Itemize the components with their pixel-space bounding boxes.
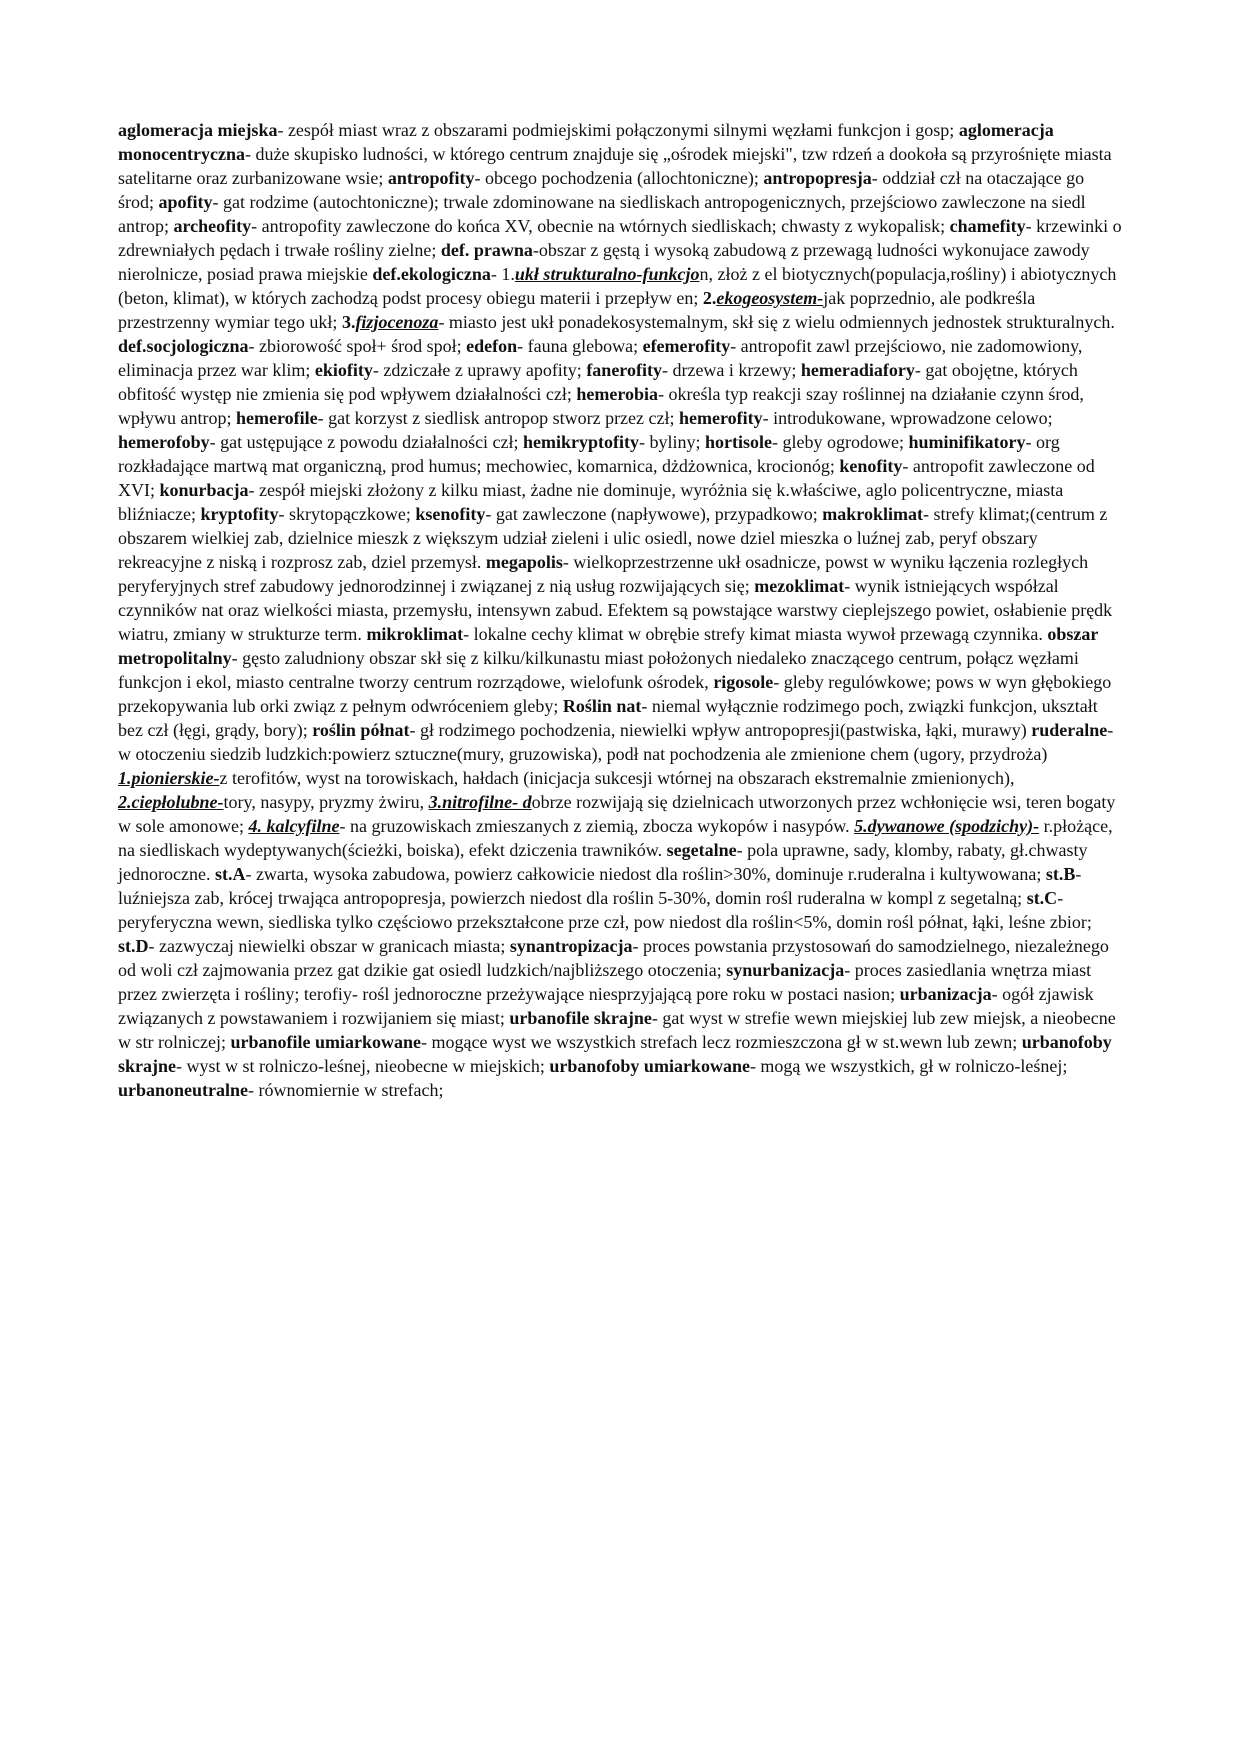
glossary-term: ksenofity: [415, 504, 486, 524]
definition-text: - zazwyczaj niewielki obszar w granicach miasta;: [148, 936, 510, 956]
glossary-term: hortisole: [705, 432, 773, 452]
definition-text: - miasto jest ukł ponadekosystemalnym, skł się z wielu odmiennych jednostek strukturalnych.: [438, 312, 1115, 332]
definition-text: - gat zawleczone (napływowe), przypadkowo;: [485, 504, 823, 524]
definition-text: r.płożące, na siedliskach wydeptywanych(ścieżki, boiska), efekt dziczenia trawników.: [118, 816, 1113, 860]
definition-text: - gat wyst w strefie wewn miejskiej lub zew miejsk, a nieobecne w str rolniczej;: [118, 1008, 1116, 1052]
definition-text: - gat korzyst z siedlisk antropop stworz przez czł;: [317, 408, 680, 428]
subtype-label: ekogeosystem-: [716, 288, 824, 308]
definition-text: - zespół miast wraz z obszarami podmiejskimi połączonymi silnymi węzłami funkcjon i gosp;: [277, 120, 959, 140]
definition-text: - strefy klimat;(centrum z obszarem wielkiej zab, dzielnice mieszk z większym udział zieleni i ulic osiedl, nowe dziel mieszka o luźnej zab, peryf obszary rekreacyjne z niską i rozprosz zab, dziel przemysł.: [118, 504, 1108, 572]
glossary-term: ekiofity: [314, 360, 373, 380]
glossary-term: ruderalne: [1031, 720, 1108, 740]
glossary-term: urbanofile skrajne: [509, 1008, 652, 1028]
subtype-label: 4. kalcyfilne: [248, 816, 340, 836]
glossary-term: chamefity: [949, 216, 1026, 236]
glossary-term: urbanizacja: [899, 984, 992, 1004]
definition-text: - zwarta, wysoka zabudowa, powierz całkowicie niedost dla roślin>30%, dominuje r.ruderalna i kultywowana;: [245, 864, 1046, 884]
definition-text: - antropofity zawleczone do końca XV, obecnie na wtórnych siedliskach; chwasty z wykopalisk;: [251, 216, 950, 236]
definition-text: z terofitów, wyst na torowiskach, hałdach (inicjacja sukcesji wtórnej na obszarach ekstremalnie zmienionych),: [219, 768, 1015, 788]
definition-text: - na gruzowiskach zmieszanych z ziemią, zbocza wykopów i nasypów.: [339, 816, 855, 836]
glossary-term: roślin półnat: [312, 720, 410, 740]
definition-text: - gleby regulówkowe; pows w wyn głębokiego przekopywania lub orki związ z pełnym odwróceniem gleby;: [118, 672, 1112, 716]
glossary-term: archeofity: [173, 216, 252, 236]
document-page: [118, 118, 1124, 1102]
glossary-term: edefon: [466, 336, 518, 356]
definition-text: - 1.: [490, 264, 515, 284]
definition-text: - gleby ogrodowe;: [772, 432, 909, 452]
definition-text: - określa typ reakcji szay roślinnej na działanie czynn środ, wpływu antrop;: [118, 384, 1084, 428]
glossary-term: st.B: [1045, 864, 1076, 884]
glossary-term: fanerofity: [586, 360, 662, 380]
subtype-label: fizjocenoza: [355, 312, 439, 332]
definition-text: - gęsto zaludniony obszar skł się z kilku/kilkunastu miast położonych niedaleko znaczącego centrum, połącz węzłami funkcjon i ekol, miasto centralne tworzy centrum rozrządowe, wielofunk ośrodek,: [118, 648, 1079, 692]
glossary-term: Roślin nat: [562, 696, 642, 716]
definition-text: - fauna glebowa;: [517, 336, 643, 356]
definition-text: - antropofit zawleczone od XVI;: [118, 456, 1095, 500]
definition-text: n, złoż z el biotycznych(populacja,rośliny) i abiotycznych (beton, klimat), w których zachodzą podst procesy obiegu materii i przepływ en;: [118, 264, 1117, 308]
definition-text: - luźniejsza zab, krócej trwająca antropopresja, powierzch niedost dla roślin 5-30%, domin rośl ruderalna w kompl z segetalną;: [118, 864, 1082, 908]
definition-text: -obszar z gęstą i wysoką zabudową z przewagą ludności wykonujace zawody nierolnicze, posiad prawa miejskie: [118, 240, 1090, 284]
glossary-term: hemikryptofity: [523, 432, 640, 452]
glossary-term: urbanofoby skrajne: [118, 1032, 1112, 1076]
definition-text: - w otoczeniu siedzib ludzkich:powierz sztuczne(mury, gruzowiska), podł nat pochodzenia ale zmienione chem (ugory, przydroża): [118, 720, 1114, 764]
glossary-term: antropofity: [387, 168, 475, 188]
glossary-term: def. prawna: [440, 240, 533, 260]
glossary-term: st.D: [118, 936, 149, 956]
glossary-term: antropopresja: [763, 168, 872, 188]
glossary-term: def.socjologiczna: [118, 336, 249, 356]
glossary-term: apofity: [158, 192, 213, 212]
glossary-term: hemeradiafory: [800, 360, 915, 380]
definition-text: - zdziczałe z uprawy apofity;: [372, 360, 587, 380]
definition-text: - duże skupisko ludności, w którego centrum znajduje się „ośrodek miejski", tzw rdzeń a dookoła są przyrośnięte miasta satelitarne oraz zurbanizowane wsie;: [118, 144, 1112, 188]
definition-text: - proces zasiedlania wnętrza miast przez zwierzęta i rośliny; terofiy- rośl jednoroczne przeżywające niesprzyjającą pore roku w postaci nasion;: [118, 960, 1092, 1004]
glossary-term: hemerofoby: [118, 432, 210, 452]
glossary-term: obszar metropolitalny: [118, 624, 1099, 668]
glossary-term: def.ekologiczna: [372, 264, 491, 284]
definition-text: - skrytopączkowe;: [278, 504, 416, 524]
glossary-term: synurbanizacja: [726, 960, 845, 980]
glossary-term: segetalne: [666, 840, 737, 860]
glossary-term: urbanoneutralne: [118, 1080, 249, 1100]
definition-text: - introdukowane, wprowadzone celowo;: [762, 408, 1053, 428]
definition-text: jak poprzednio, ale podkreśla przestrzenny wymiar tego ukł;: [118, 288, 1036, 332]
definition-text: - antropofit zawl przejściowo, nie zadomowiony, eliminacja przez war klim;: [118, 336, 1083, 380]
glossary-term: huminifikatory: [908, 432, 1026, 452]
glossary-term: efemerofity: [642, 336, 731, 356]
definition-text: - gł rodzimego pochodzenia, niewielki wpływ antropopresji(pastwiska, łąki, murawy): [409, 720, 1032, 740]
glossary-term: aglomeracja monocentryczna: [118, 120, 1054, 164]
glossary-term: mezoklimat: [754, 576, 845, 596]
definition-text: - gat obojętne, których obfitość występ nie zmienia się pod wpływem działalności czł;: [118, 360, 1078, 404]
definition-text: - zespół miejski złożony z kilku miast, żadne nie dominuje, wyróżnia się k.właściwe, aglo policentryczne, miasta bliźniacze;: [118, 480, 1064, 524]
glossary-term: 2.: [702, 288, 717, 308]
definition-text: - wielkoprzestrzenne ukł osadnicze, powst w wyniku łączenia rozległych peryferyjnych stref zabudowy jednorodzinnej i związanej z nią usług rozwijających się;: [118, 552, 1089, 596]
definition-text: - zbiorowość społ+ środ społ;: [248, 336, 467, 356]
glossary-term: makroklimat: [822, 504, 923, 524]
definition-text: obrze rozwijają się dzielnicach utworzonych przez wchłonięcie wsi, teren bogaty w sole amonowe;: [118, 792, 1116, 836]
definition-text: - gat rodzime (autochtoniczne); trwale zdominowane na siedliskach antropogenicznych, przejściowo zawleczone na siedl antrop;: [118, 192, 1086, 236]
definition-text: tory, nasypy, pryzmy żwiru,: [223, 792, 429, 812]
glossary-paragraph: [118, 118, 1124, 1102]
definition-text: - wyst w st rolniczo-leśnej, nieobecne w miejskich;: [176, 1056, 550, 1076]
definition-text: - równomiernie w strefach;: [248, 1080, 444, 1100]
definition-text: - niemal wyłącznie rodzimego poch, związki funkcjon, ukształt bez czł (łęgi, grądy, bory);: [118, 696, 1098, 740]
subtype-label: 3.nitrofilne- d: [428, 792, 532, 812]
definition-text: - byliny;: [639, 432, 706, 452]
definition-text: - pola uprawne, sady, klomby, rabaty, gł.chwasty jednoroczne.: [118, 840, 1088, 884]
definition-text: - lokalne cechy klimat w obrębie strefy kimat miasta wywoł przewagą czynnika.: [463, 624, 1048, 644]
glossary-term: hemerofile: [235, 408, 318, 428]
glossary-term: urbanofile umiarkowane: [230, 1032, 421, 1052]
glossary-term: synantropizacja: [509, 936, 633, 956]
subtype-label: 2.ciepłolubne-: [118, 792, 224, 812]
definition-text: - krzewinki o zdrewniałych pędach i trwałe rośliny zielne;: [118, 216, 1122, 260]
glossary-term: mikroklimat: [366, 624, 464, 644]
glossary-term: kryptofity: [200, 504, 279, 524]
glossary-term: st.A: [214, 864, 246, 884]
definition-text: - wynik istniejących współzal czynników nat oraz wielkości miasta, przemysłu, intensywn zabud. Efektem są powstające warstwy cieplejszego powiet, osłabienie prędk wiatru, zmiany w strukturze term.: [118, 576, 1113, 644]
definition-text: - gat ustępujące z powodu działalności czł;: [209, 432, 524, 452]
definition-text: - ogół zjawisk związanych z powstawaniem i rozwijaniem się miast;: [118, 984, 1094, 1028]
definition-text: - mogące wyst we wszystkich strefach lecz rozmieszczona gł w st.wewn lub zewn;: [420, 1032, 1022, 1052]
glossary-term: aglomeracja miejska: [118, 120, 278, 140]
definition-text: - drzewa i krzewy;: [661, 360, 801, 380]
definition-text: - mogą we wszystkich, gł w rolniczo-leśnej;: [749, 1056, 1068, 1076]
glossary-term: st.C: [1026, 888, 1058, 908]
glossary-term: 3.: [341, 312, 356, 332]
definition-text: - proces powstania przystosowań do samodzielnego, niezależnego od woli czł zajmowania przez gat dzikie gat osiedl ludzkich/najbliższego otoczenia;: [118, 936, 1109, 980]
glossary-term: hemerofity: [679, 408, 763, 428]
glossary-term: rigosole: [713, 672, 774, 692]
definition-text: - peryferyczna wewn, siedliska tylko częściowo przekształcone prze czł, pow niedost dla roślin<5%, domin rośl półnat, łąki, leśne zbior;: [118, 888, 1092, 932]
definition-text: - oddział czł na otaczające go środ;: [118, 168, 1085, 212]
subtype-label: 1.pionierskie-: [118, 768, 220, 788]
definition-text: - org rozkładające martwą mat organiczną, prod humus; mechowiec, komarnica, dżdżownica, krocionóg;: [118, 432, 1060, 476]
glossary-term: urbanofoby umiarkowane: [549, 1056, 750, 1076]
subtype-label: ukł strukturalno-funkcjo: [514, 264, 700, 284]
definition-text: - obcego pochodzenia (allochtoniczne);: [474, 168, 764, 188]
glossary-term: megapolis: [485, 552, 563, 572]
glossary-term: konurbacja: [159, 480, 249, 500]
glossary-term: kenofity: [839, 456, 903, 476]
subtype-label: 5.dywanowe (spodzichy)-: [854, 816, 1040, 836]
glossary-term: hemerobia: [576, 384, 659, 404]
